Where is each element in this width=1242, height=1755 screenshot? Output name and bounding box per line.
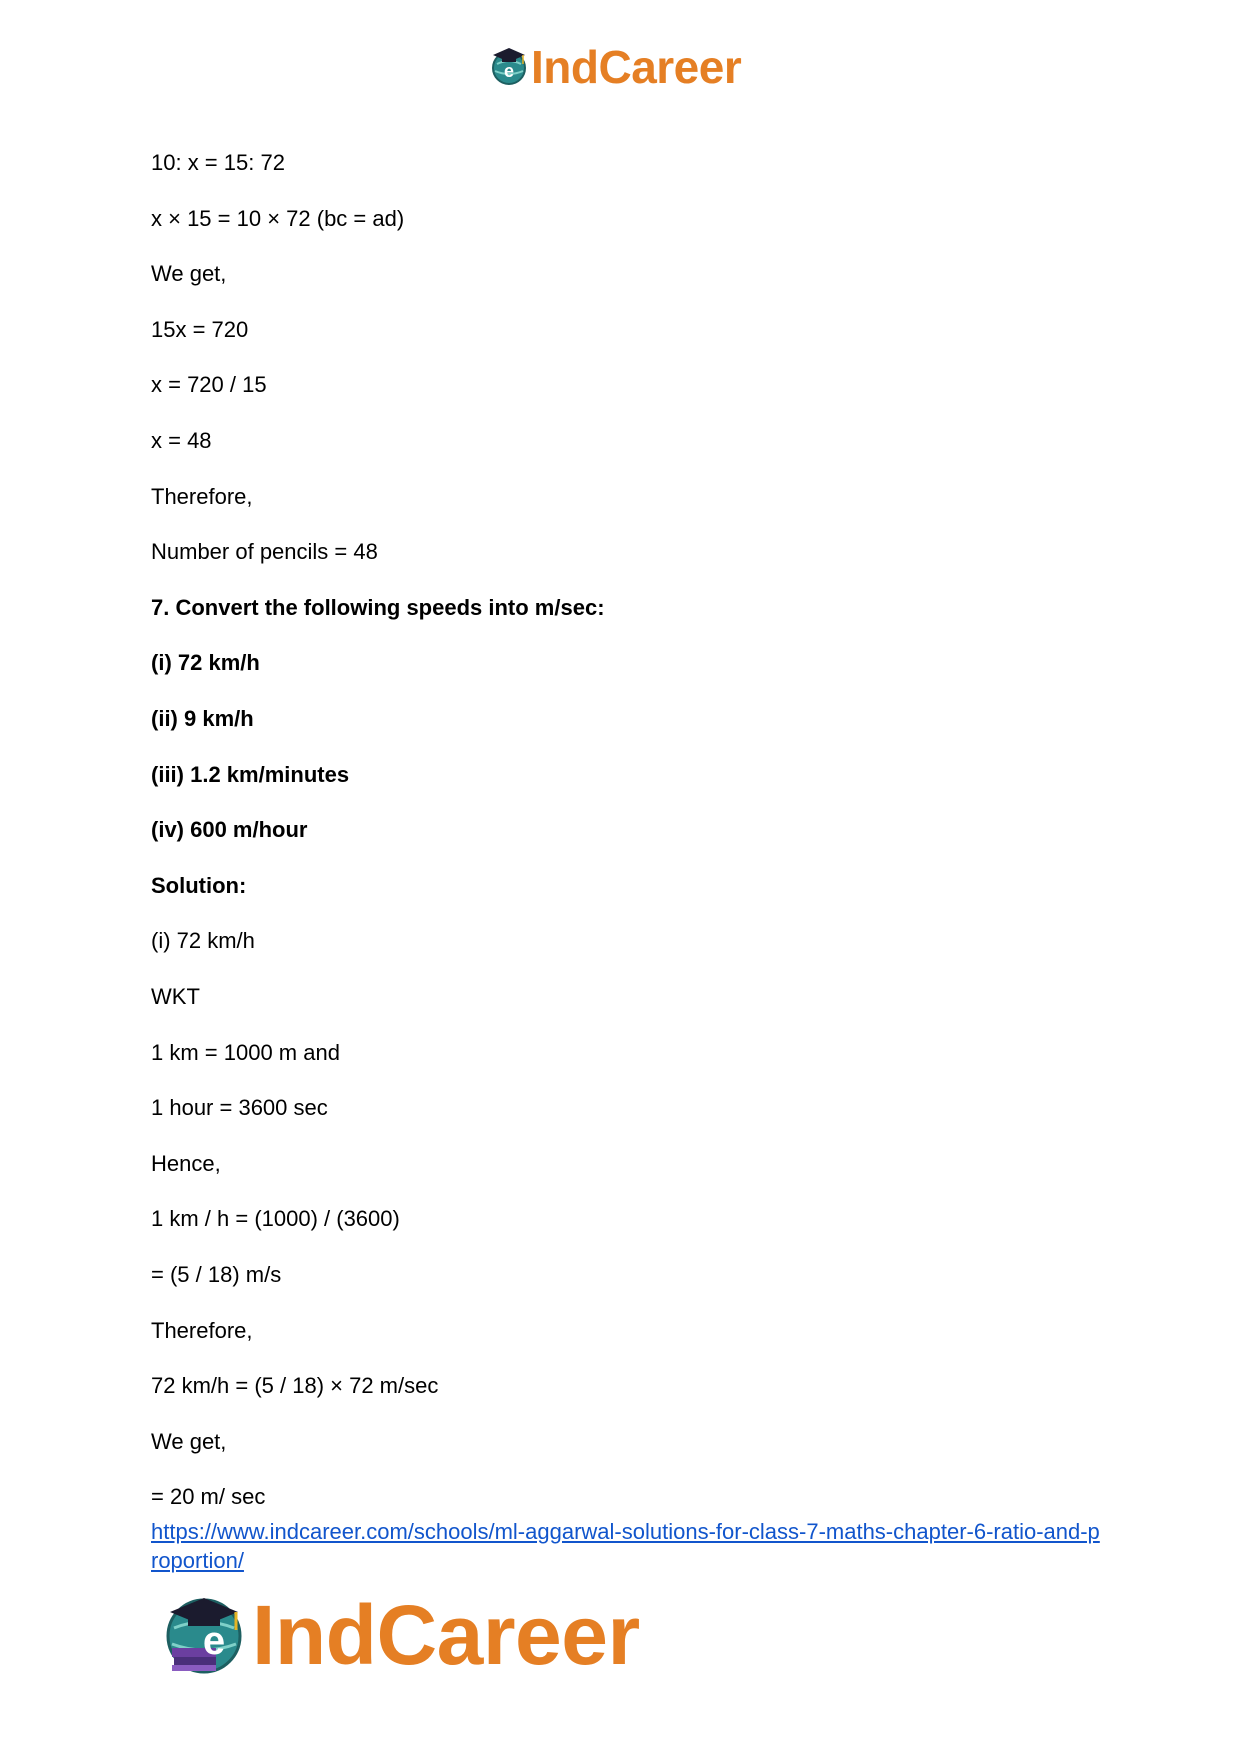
- text-line: We get,: [151, 1429, 227, 1454]
- text-line: 1 hour = 3600 sec: [151, 1095, 328, 1120]
- text-line: = 20 m/ sec: [151, 1484, 266, 1509]
- source-link[interactable]: https://www.indcareer.com/schools/ml-aggarwal-solutions-for-class-7-maths-chapter-6-ratio-and-proportion/: [151, 1519, 1100, 1573]
- header-logo: [489, 40, 741, 94]
- text-line: (ii) 9 km/h: [151, 706, 254, 731]
- text-line: 72 km/h = (5 / 18) × 72 m/sec: [151, 1373, 439, 1398]
- text-line: (i) 72 km/h: [151, 650, 260, 675]
- svg-text:e: e: [202, 1618, 226, 1663]
- text-line: = (5 / 18) m/s: [151, 1262, 282, 1287]
- text-line: We get,: [151, 261, 227, 286]
- footer-brand-wordmark: IndCareer: [252, 1588, 640, 1682]
- text-line: x × 15 = 10 × 72 (bc = ad): [151, 206, 405, 231]
- text-line: Therefore,: [151, 1318, 253, 1343]
- text-line: 1 km = 1000 m and: [151, 1040, 340, 1065]
- globe-logo-icon: [489, 44, 529, 91]
- text-line: 1 km / h = (1000) / (3600): [151, 1206, 400, 1231]
- text-line: WKT: [151, 984, 200, 1009]
- brand-wordmark: IndCareer: [531, 41, 742, 93]
- globe-books-logo-icon: [162, 1590, 248, 1681]
- text-line: Therefore,: [151, 484, 253, 509]
- footer-logo: [162, 1590, 640, 1680]
- text-line: (iv) 600 m/hour: [151, 817, 308, 842]
- text-line: 7. Convert the following speeds into m/sec:: [151, 595, 605, 620]
- text-line: x = 48: [151, 428, 212, 453]
- text-line: Solution:: [151, 873, 247, 898]
- text-line: x = 720 / 15: [151, 372, 267, 397]
- text-line: 10: x = 15: 72: [151, 150, 285, 175]
- text-line: 15x = 720: [151, 317, 249, 342]
- text-line: Hence,: [151, 1151, 221, 1176]
- svg-text:e: e: [503, 60, 515, 81]
- text-line: (i) 72 km/h: [151, 928, 255, 953]
- text-line: (iii) 1.2 km/minutes: [151, 762, 350, 787]
- text-line: Number of pencils = 48: [151, 539, 378, 564]
